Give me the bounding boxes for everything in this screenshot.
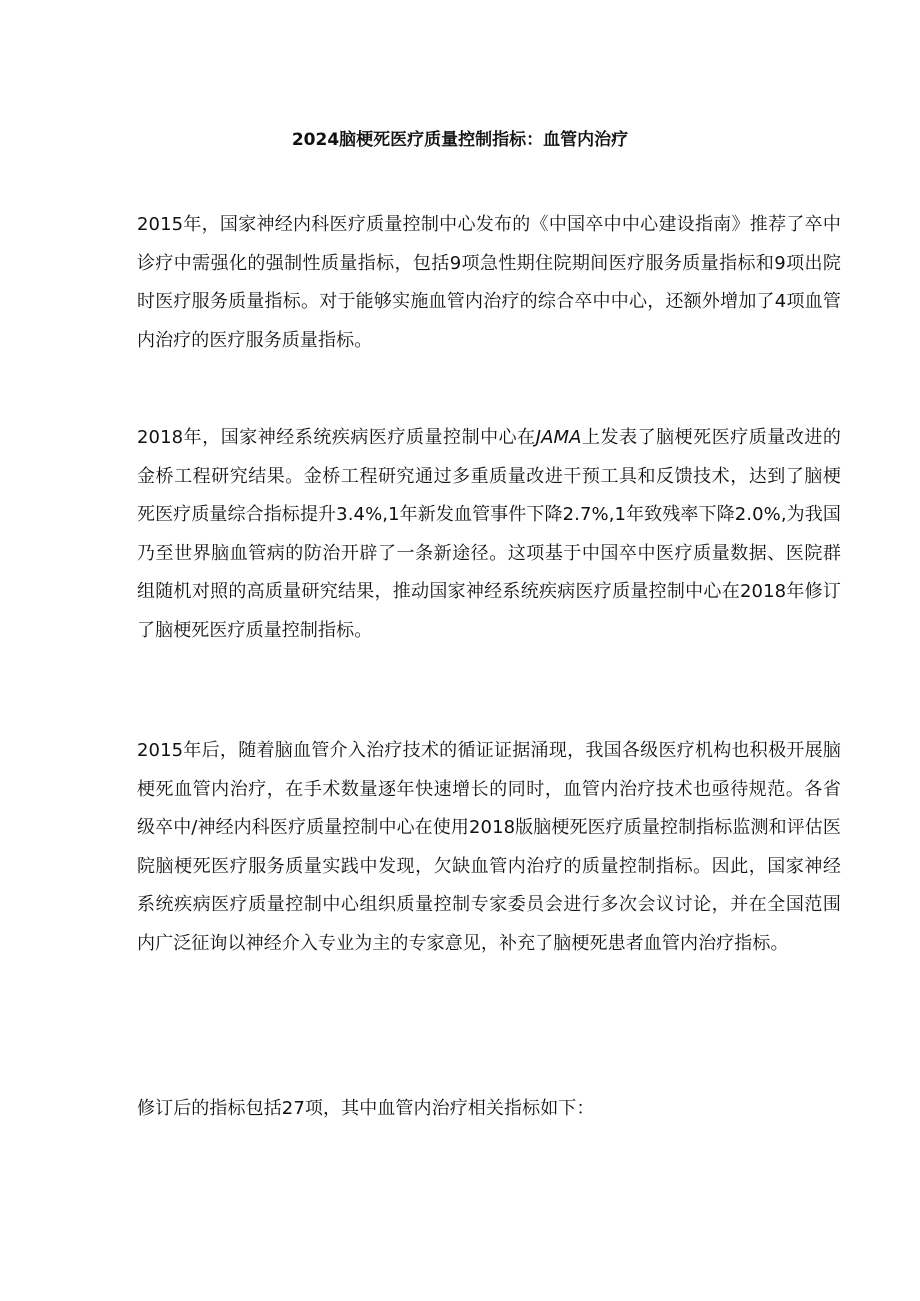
journal-name: JAMA [535,427,582,448]
paragraph-text-segment: 2018年，国家神经系统疾病医疗质量控制中心在 [137,427,536,448]
paragraph-golden-bridge-study [137,419,841,650]
document-title: 2024脑梗死医疗质量控制指标：血管内治疗 [291,130,629,150]
paragraph-revised-indicators: 修订后的指标包括27项，其中血管内治疗相关指标如下： [137,1098,595,1119]
paragraph-stroke-center-guideline: 2015年，国家神经内科医疗质量控制中心发布的《中国卒中中心建设指南》推荐了卒中诊疗中需强化的强制性质量指标，包括9项急性期住院期间医疗服务质量指标和9项出院时医疗服务质量指标。对于能够实施血管内治疗的综合卒中中心，还额外增加了4项血管内治疗的医疗服务质量指标。 [137,214,841,351]
paragraph-text-segment: 上发表了脑梗死医疗质量改进的金桥工程研究结果。金桥工程研究通过多重质量改进干预工具和反馈技术，达到了脑梗死医疗质量综合指标提升3.4%,1年新发血管事件下降2.7%,1年致残率下降2.0%,为我国乃至世界脑血管病的防治开辟了一条新途径。这项基于中国卒中医疗质量数据、医院群组随机对照的高质量研究结果，推动国家神经系统疾病医疗质量控制中心在2018年修订了脑梗死医疗质量控制指标。 [137,427,841,641]
paragraph-endovascular-development: 2015年后，随着脑血管介入治疗技术的循证证据涌现，我国各级医疗机构也积极开展脑梗死血管内治疗，在手术数量逐年快速增长的同时，血管内治疗技术也亟待规范。各省级卒中/神经内科医疗质量控制中心在使用2018版脑梗死医疗质量控制指标监测和评估医院脑梗死医疗服务质量实践中发现，欠缺血管内治疗的质量控制指标。因此，国家神经系统疾病医疗质量控制中心组织质量控制专家委员会进行多次会议讨论，并在全国范围内广泛征询以神经介入专业为主的专家意见，补充了脑梗死患者血管内治疗指标。 [137,740,841,954]
